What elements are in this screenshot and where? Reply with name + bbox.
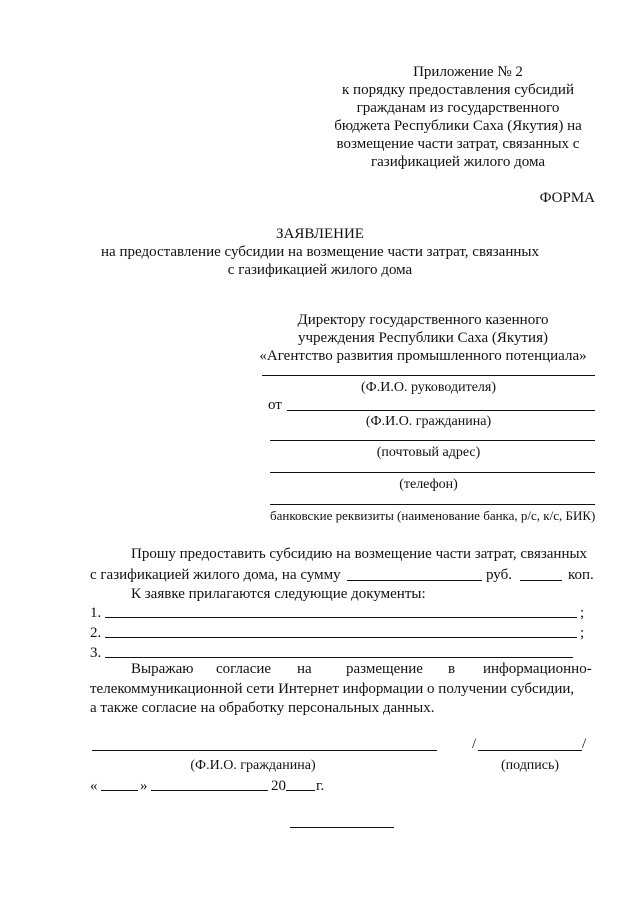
kop-label: коп. xyxy=(568,567,594,583)
appendix-line: к порядку предоставления субсидий xyxy=(342,82,574,98)
date-year-field[interactable] xyxy=(286,790,315,791)
consent-word: информационно- xyxy=(483,661,592,677)
attachment-number: 2. xyxy=(90,625,102,641)
slash-left: / xyxy=(472,736,477,752)
attachments-intro: К заявке прилагаются следующие документы: xyxy=(131,586,426,602)
attachment-field[interactable] xyxy=(105,637,577,638)
signature-name-caption: (Ф.И.О. гражданина) xyxy=(190,758,316,773)
amount-rub-field[interactable] xyxy=(347,580,482,581)
form-label: ФОРМА xyxy=(539,190,595,206)
rub-label: руб. xyxy=(486,567,512,583)
citizen-name-caption: (Ф.И.О. гражданина) xyxy=(365,414,492,429)
attachment-field[interactable] xyxy=(105,657,573,658)
year-prefix: 20 xyxy=(271,778,286,794)
consent-word: на xyxy=(297,661,312,677)
bottom-separator xyxy=(290,827,394,828)
document-subtitle: с газификацией жилого дома xyxy=(227,262,413,278)
addressee-line: учреждения Республики Саха (Якутия) xyxy=(298,330,548,346)
attachment-end: ; xyxy=(580,625,585,641)
date-close-quote: » xyxy=(140,778,148,794)
date-open-quote: « xyxy=(90,778,98,794)
attachment-number: 3. xyxy=(90,645,102,661)
attachment-end: ; xyxy=(580,605,585,621)
consent-word: размещение xyxy=(346,661,423,677)
head-name-field[interactable] xyxy=(262,375,595,376)
consent-word: в xyxy=(448,661,456,677)
document-title: ЗАЯВЛЕНИЕ xyxy=(276,226,364,242)
from-label: от xyxy=(268,397,282,413)
bank-details-caption: банковские реквизиты (наименование банка, р/с, к/с, БИК) xyxy=(270,508,596,523)
signature-field[interactable] xyxy=(478,750,582,751)
consent-line: а также согласие на обработку персональных данных. xyxy=(90,700,435,716)
appendix-number: Приложение № 2 xyxy=(413,64,523,80)
phone-caption: (телефон) xyxy=(399,477,458,492)
attachment-number: 1. xyxy=(90,605,102,621)
appendix-line: гражданам из государственного xyxy=(356,100,560,116)
consent-word: согласие xyxy=(216,661,272,677)
appendix-line: газификацией жилого дома xyxy=(370,154,546,170)
citizen-name-field[interactable] xyxy=(287,410,595,411)
signature-caption: (подпись) xyxy=(500,758,560,773)
postal-address-field[interactable] xyxy=(270,440,595,441)
request-line: с газификацией жилого дома, на сумму xyxy=(90,567,341,583)
date-month-field[interactable] xyxy=(151,790,268,791)
request-line: Прошу предоставить субсидию на возмещение части затрат, связанных xyxy=(131,546,588,562)
consent-line: телекоммуникационной сети Интернет информации о получении субсидии, xyxy=(90,681,575,697)
consent-word: Выражаю xyxy=(131,661,194,677)
bank-details-field[interactable] xyxy=(270,504,595,505)
appendix-line: возмещение части затрат, связанных с xyxy=(336,136,580,152)
phone-field[interactable] xyxy=(270,472,595,473)
attachment-field[interactable] xyxy=(105,617,577,618)
year-suffix: г. xyxy=(316,778,325,794)
slash-right: / xyxy=(582,736,587,752)
amount-kop-field[interactable] xyxy=(520,580,562,581)
addressee-line: «Агентство развития промышленного потенциала» xyxy=(259,348,587,364)
addressee-line: Директору государственного казенного xyxy=(297,312,549,328)
appendix-line: бюджета Республики Саха (Якутия) на xyxy=(334,118,582,134)
document-subtitle: на предоставление субсидии на возмещение части затрат, связанных xyxy=(101,244,539,260)
signature-name-field[interactable] xyxy=(92,750,437,751)
postal-address-caption: (почтовый адрес) xyxy=(376,445,481,460)
date-day-field[interactable] xyxy=(101,790,138,791)
head-name-caption: (Ф.И.О. руководителя) xyxy=(361,380,496,395)
